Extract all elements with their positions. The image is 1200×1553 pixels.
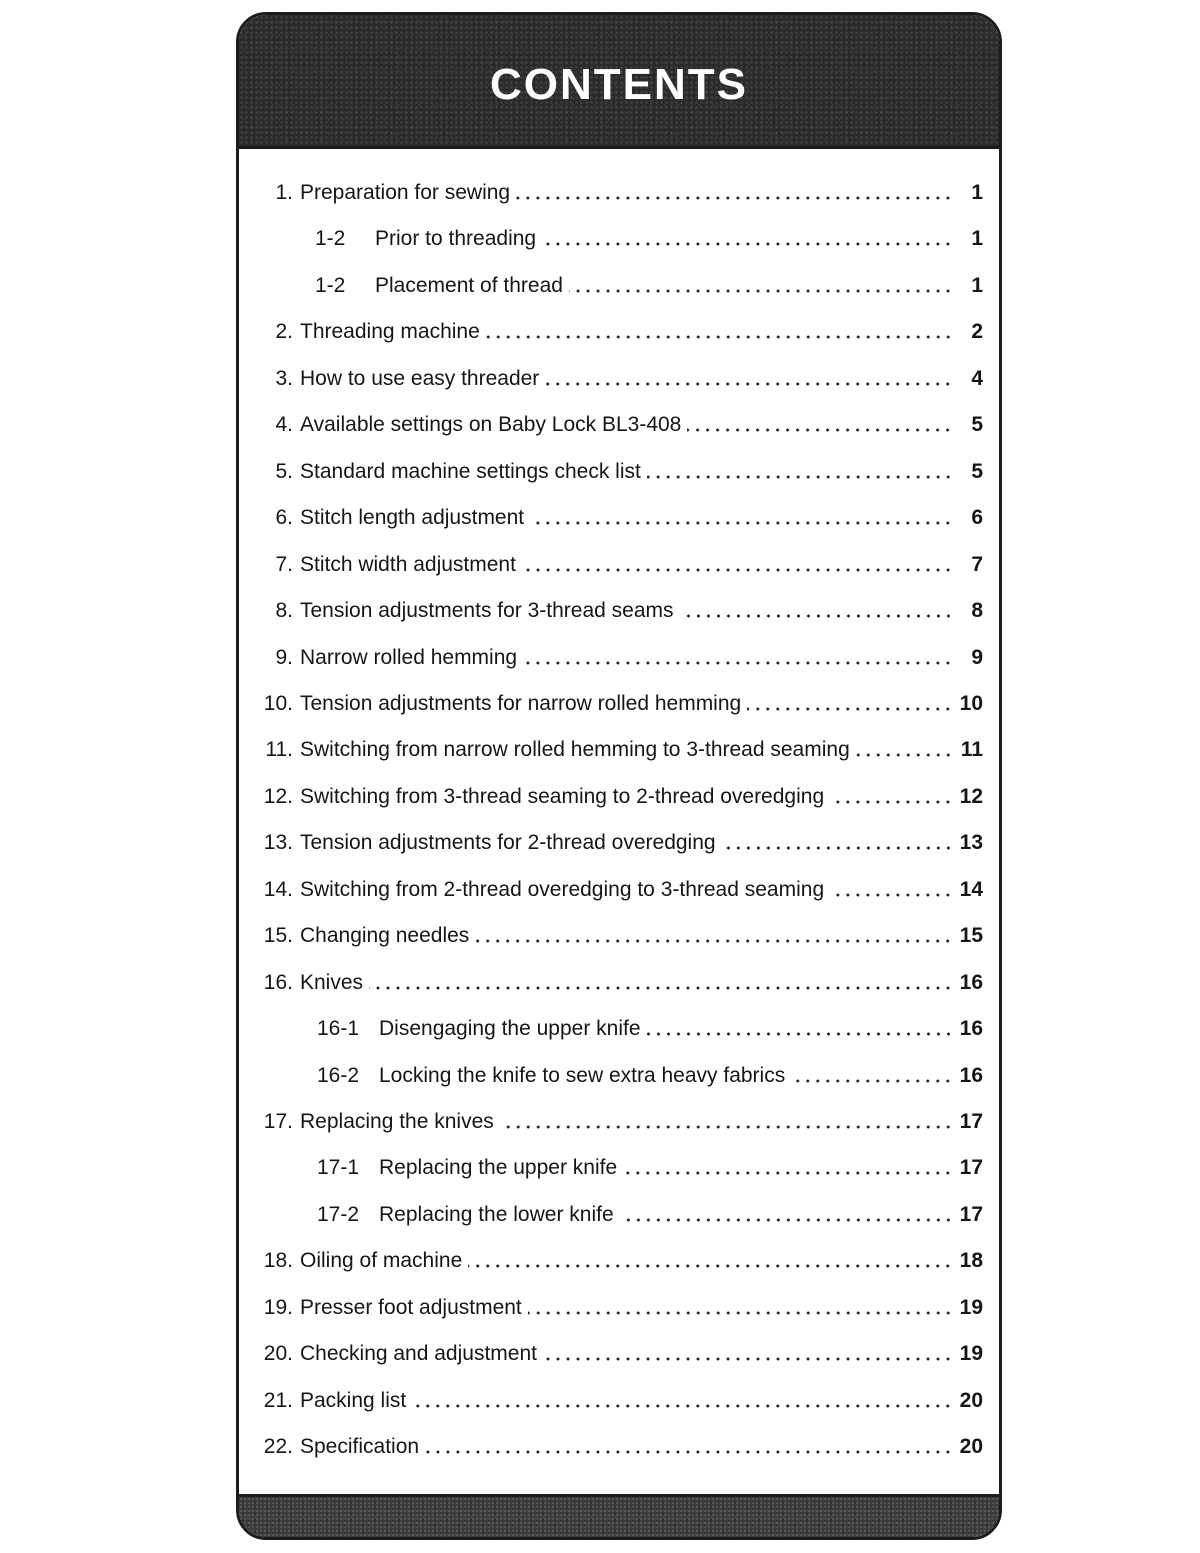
toc-entry-number: 11.	[265, 738, 293, 762]
toc-entry-number: 21.	[263, 1388, 293, 1412]
toc-entry	[253, 1336, 983, 1368]
toc-entry-title: Standard machine settings check list	[300, 459, 641, 483]
dot-leader	[791, 1079, 953, 1083]
toc-entry-title: Prior to threading	[375, 227, 537, 251]
dot-leader	[468, 1264, 953, 1268]
dot-leader	[830, 893, 953, 897]
contents-card	[236, 12, 1002, 1540]
dot-leader	[486, 335, 953, 339]
toc-entry-page-number: 5	[971, 413, 983, 437]
toc-entry-page-number: 20	[959, 1435, 983, 1459]
toc-entry-number: 13.	[263, 831, 293, 855]
toc-entry-title: Replacing the lower knife	[379, 1202, 614, 1226]
toc-entry-page-number: 11	[960, 738, 983, 762]
toc-entry-title: Switching from 3-thread seaming to 2-thread overedging	[300, 784, 825, 808]
dot-leader	[369, 986, 953, 990]
toc-entry-number: 9.	[275, 645, 293, 669]
toc-entry-title: Knives	[300, 970, 364, 994]
toc-entry-number: 18.	[263, 1249, 293, 1273]
toc-entry-page-number: 19	[959, 1295, 983, 1319]
toc-entry-title: Threading machine	[300, 320, 480, 344]
toc-entry-page-number: 10	[959, 691, 983, 715]
toc-entry-page-number: 7	[971, 552, 983, 576]
toc-entry-title: Switching from narrow rolled hemming to 3-thread seaming	[300, 738, 850, 762]
dot-leader	[543, 1357, 953, 1361]
toc-entry-number: 2.	[275, 320, 293, 344]
dot-leader	[680, 614, 953, 618]
toc-entry-number: 5.	[275, 459, 293, 483]
dot-leader	[475, 939, 953, 943]
dot-leader	[647, 475, 953, 479]
toc-entry-number: 12.	[263, 784, 293, 808]
toc-entry-page-number: 17	[959, 1156, 983, 1180]
toc-entry-number: 19.	[263, 1295, 293, 1319]
toc-entry	[253, 640, 983, 672]
dot-leader	[620, 1218, 953, 1222]
toc-entry	[253, 407, 983, 439]
toc-entry-page-number: 20	[959, 1388, 983, 1412]
toc-entry-title: Disengaging the upper knife	[379, 1017, 641, 1041]
toc-entry-page-number: 1	[971, 273, 983, 297]
toc-entry-page-number: 19	[959, 1342, 983, 1366]
dot-leader	[747, 707, 953, 711]
toc-entry-number: 20.	[263, 1342, 293, 1366]
toc-entry-number: 17-1	[317, 1156, 360, 1180]
toc-entry-title: Changing needles	[300, 924, 470, 948]
toc-entry-number: 16.	[263, 970, 293, 994]
dot-leader	[687, 428, 953, 432]
toc-entry-page-number: 9	[971, 645, 983, 669]
dot-leader	[530, 521, 953, 525]
dot-leader	[569, 289, 953, 293]
toc-entry-title: Stitch length adjustment	[300, 506, 525, 530]
toc-entry	[253, 361, 983, 393]
dot-leader	[528, 1311, 953, 1315]
dot-leader	[500, 1125, 953, 1129]
toc-entry	[253, 732, 983, 764]
toc-entry-number: 1.	[275, 181, 293, 204]
toc-entry-title: Tension adjustments for 3-thread seams	[300, 599, 674, 623]
toc-entry-title: Narrow rolled hemming	[300, 645, 518, 669]
toc-subentry	[253, 221, 983, 253]
dot-leader	[412, 1404, 953, 1408]
dot-leader	[516, 196, 953, 200]
dot-leader	[425, 1450, 953, 1454]
toc-subentry	[253, 1150, 983, 1182]
toc-entry-page-number: 14	[959, 877, 983, 901]
toc-entry-page-number: 12	[959, 784, 983, 808]
toc-entry-page-number: 15	[959, 924, 983, 948]
toc-entry-number: 17-2	[317, 1202, 360, 1226]
dot-leader	[856, 753, 953, 757]
toc-entry-page-number: 16	[959, 1017, 983, 1041]
toc-entry-page-number: 4	[971, 366, 983, 390]
toc-entry-number: 15.	[263, 924, 293, 948]
toc-entry-title: Specification	[300, 1435, 420, 1459]
dot-leader	[542, 242, 953, 246]
toc-entry-number: 1-2	[315, 227, 346, 251]
toc-entry-title: Stitch width adjustment	[300, 552, 516, 576]
toc-entry-title: Preparation for sewing	[300, 181, 511, 204]
toc-entry	[253, 918, 983, 950]
contents-header	[239, 15, 999, 149]
toc-entry-number: 14.	[263, 877, 293, 901]
toc-entry	[253, 1429, 983, 1461]
toc-entry-number: 17.	[263, 1110, 293, 1133]
toc-entry-page-number: 1	[971, 181, 983, 204]
toc-entry-number: 10.	[263, 691, 293, 715]
toc-entry-title: Tension adjustments for 2-thread overedging	[300, 831, 716, 855]
dot-leader	[523, 661, 953, 665]
toc-entry-number: 16-1	[317, 1017, 360, 1041]
toc-entry	[253, 1290, 983, 1322]
toc-entry-page-number: 6	[971, 506, 983, 530]
toc-entry-title: Tension adjustments for narrow rolled hemming	[300, 691, 742, 715]
dot-leader	[830, 800, 953, 804]
dot-leader	[545, 382, 953, 386]
toc-entry-title: Placement of thread	[375, 273, 563, 297]
dot-leader	[647, 1032, 953, 1036]
toc-entry-page-number: 13	[959, 831, 983, 855]
toc-entry-page-number: 1	[971, 227, 983, 251]
toc-entry-number: 8.	[275, 599, 293, 623]
toc-entry	[253, 500, 983, 532]
toc-entry-title: Replacing the knives	[300, 1110, 494, 1133]
toc-entry-title: Checking and adjustment	[300, 1342, 537, 1366]
toc-entry-page-number: 16	[959, 1063, 983, 1087]
toc-entry-number: 16-2	[317, 1063, 360, 1087]
toc-subentry	[253, 1058, 983, 1090]
toc-entry-title: Oiling of machine	[300, 1249, 463, 1273]
toc-entry-page-number: 5	[971, 459, 983, 483]
toc-entry-page-number: 17	[959, 1202, 983, 1226]
toc-subentry	[253, 1197, 983, 1229]
toc-entry-number: 22.	[263, 1435, 293, 1459]
dot-leader	[522, 568, 953, 572]
toc-entry-page-number: 8	[971, 599, 983, 623]
dot-leader	[623, 1171, 953, 1175]
toc-entry	[253, 454, 983, 486]
toc-entry-number: 1-2	[315, 273, 346, 297]
toc-entry-page-number: 2	[971, 320, 983, 344]
toc-entry	[253, 686, 983, 718]
toc-entry	[253, 965, 983, 997]
toc-entry	[253, 1104, 983, 1136]
toc-entry-page-number: 16	[959, 970, 983, 994]
contents-footer-band	[239, 1494, 999, 1537]
page-title: CONTENTS	[490, 60, 748, 109]
toc-entry	[253, 1243, 983, 1275]
toc-entry-title: Presser foot adjustment	[300, 1295, 522, 1319]
toc-entry	[253, 547, 983, 579]
toc-entry-page-number: 17	[959, 1110, 983, 1133]
toc-entry	[253, 779, 983, 811]
toc-subentry	[253, 1011, 983, 1043]
toc-entry-title: How to use easy threader	[300, 366, 540, 390]
toc-entry	[253, 175, 983, 207]
toc-entry-title: Packing list	[300, 1388, 407, 1412]
toc-entry	[253, 1383, 983, 1415]
toc-entry	[253, 872, 983, 904]
dot-leader	[722, 846, 953, 850]
toc-entry-title: Available settings on Baby Lock BL3-408	[300, 413, 682, 437]
toc-entry-page-number: 18	[959, 1249, 983, 1273]
toc-entry	[253, 593, 983, 625]
toc-entry-number: 3.	[275, 366, 293, 390]
toc-entry	[253, 825, 983, 857]
toc-entry-number: 7.	[275, 552, 293, 576]
toc-entry	[253, 314, 983, 346]
toc-entry-title: Switching from 2-thread overedging to 3-thread seaming	[300, 877, 825, 901]
toc-entry-title: Replacing the upper knife	[379, 1156, 618, 1180]
toc-entry-title: Locking the knife to sew extra heavy fabrics	[379, 1063, 786, 1087]
toc-entry-number: 6.	[275, 506, 293, 530]
toc-entry-number: 4.	[275, 413, 293, 437]
toc-subentry	[253, 268, 983, 300]
